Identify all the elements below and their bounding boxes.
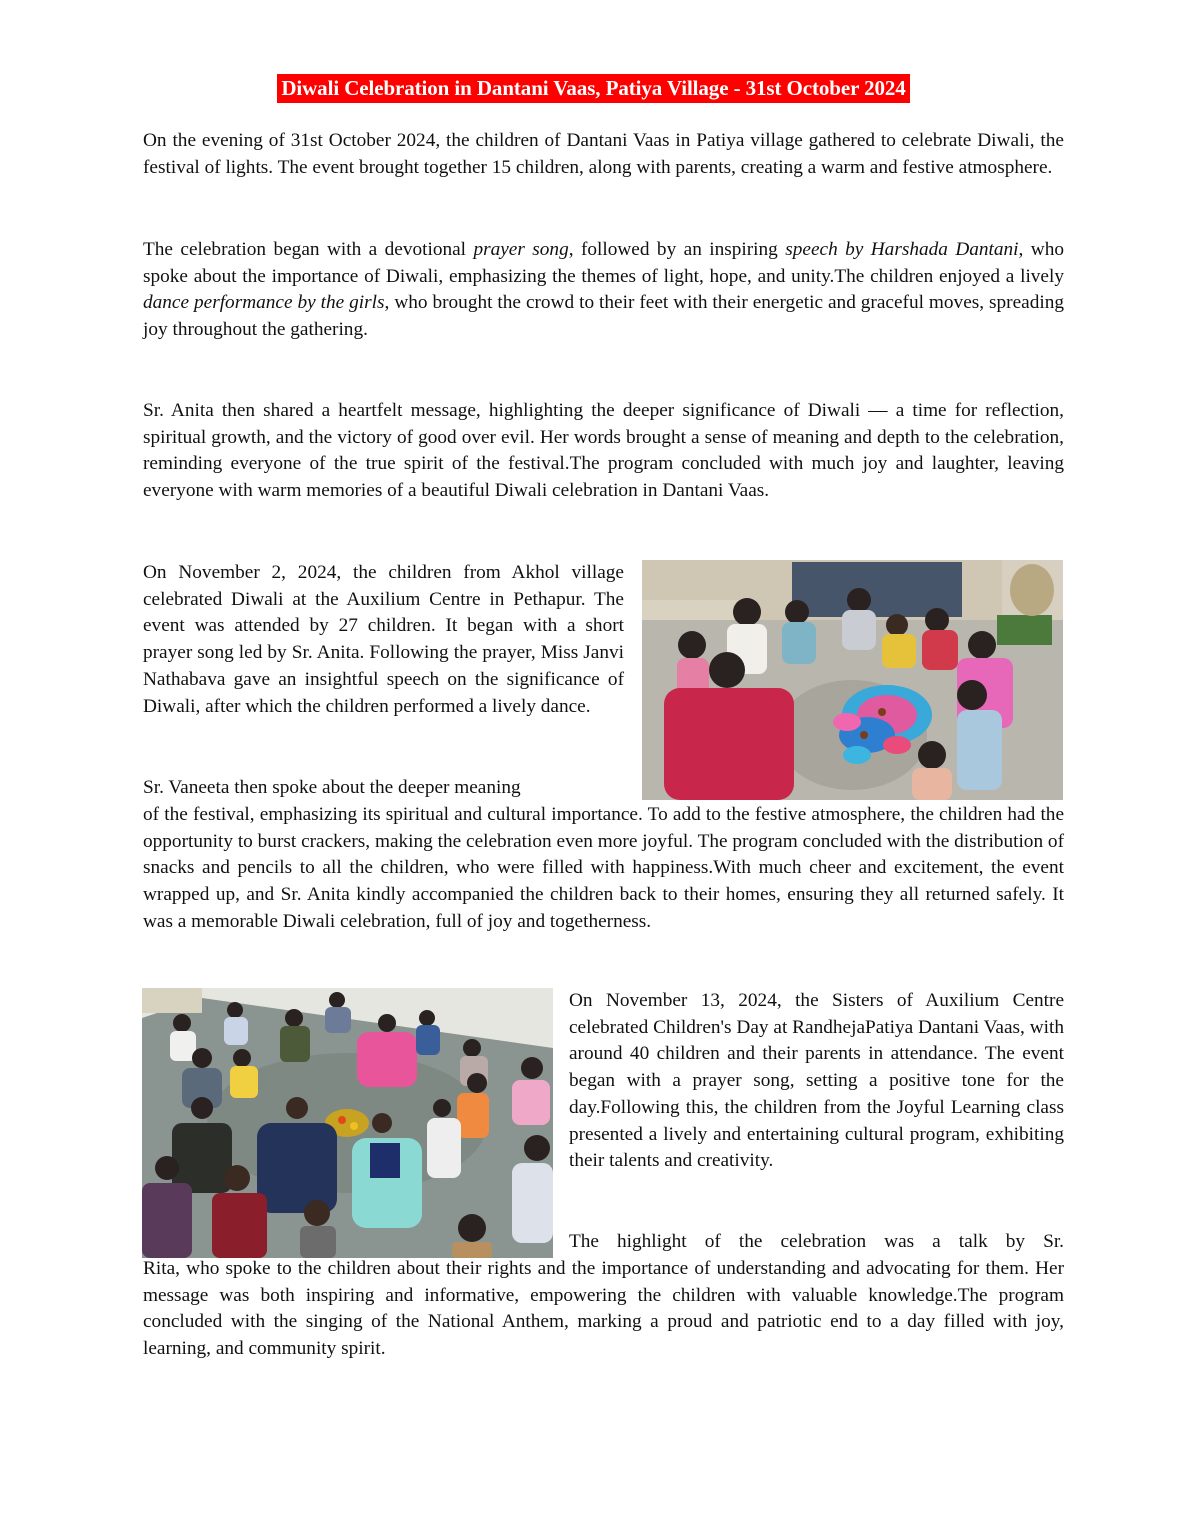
paragraph-sr-anita-message: Sr. Anita then shared a heartfelt message, highlighting the deeper significance of Diwali — a time for reflection, spiritual growth, and the victory of good over evil. Her words brought a sense of meaning and depth to the celebration, reminding everyone of the true spirit of the festival.The program concluded with much joy and laughter, leaving everyone with warm memories of a beautiful Diwali celebration in Dantani Vaas.: [143, 400, 1064, 502]
paragraph-diwali-program: [143, 237, 1064, 344]
photo-childrens-day-circle: [142, 988, 553, 1258]
text-span: , who spoke about the importance of Diwali, emphasizing the themes of light, hope, and unity.The children enjoyed a lively: [143, 239, 1064, 287]
italic-prayer-song: prayer song: [473, 239, 569, 260]
photo-circle-illustration: [142, 988, 553, 1258]
paragraph-rita-start: The highlight of the celebration was a talk by Sr.: [569, 1231, 1064, 1252]
text-span: , followed by an inspiring: [568, 239, 786, 260]
text-span: , who brought the crowd to their feet with their energetic and graceful moves, spreading joy throughout the gathering.: [143, 292, 1064, 341]
paragraph-childrens-day: On November 13, 2024, the Sisters of Auxilium Centre celebrated Children's Day at RandhejaPatiya Dantani Vaas, with around 40 children and their parents in attendance. The event began with a prayer song, setting a positive tone for the day.Following this, the children from the Joyful Learning class presented a lively and entertaining cultural program, exhibiting their talents and creativity.: [569, 990, 1064, 1172]
title-wrapper: [0, 74, 1187, 103]
text-span: The celebration began with a devotional: [143, 239, 474, 260]
paragraph-vaneeta-start: Sr. Vaneeta then spoke about the deeper meaning: [143, 777, 521, 798]
italic-speech: speech by Harshada Dantani: [785, 239, 1019, 260]
document-title: Diwali Celebration in Dantani Vaas, Patiya Village - 31st October 2024: [277, 74, 909, 103]
paragraph-akhol-diwali: On November 2, 2024, the children from Akhol village celebrated Diwali at the Auxilium Centre in Pethapur. The event was attended by 27 children. It began with a short prayer song led by Sr. Anita. Following the prayer, Miss Janvi Nathabava gave an insightful speech on the significance of Diwali, after which the children performed a lively dance.: [143, 562, 624, 717]
italic-dance: dance performance by the girls: [143, 292, 385, 314]
paragraph-rita-continued: Rita, who spoke to the children about their rights and the importance of understanding and advocating for them. Her message was both inspiring and informative, empowering the children with valuable knowledge.The program concluded with the singing of the National Anthem, marking a proud and patriotic end to a day filled with joy, learning, and community spirit.: [143, 1258, 1064, 1360]
paragraph-diwali-intro: On the evening of 31st October 2024, the children of Dantani Vaas in Patiya village gathered to celebrate Diwali, the festival of lights. The event brought together 15 children, along with parents, creating a warm and festive atmosphere.: [143, 130, 1064, 178]
paragraph-vaneeta-continued: of the festival, emphasizing its spiritual and cultural importance. To add to the festive atmosphere, the children had the opportunity to burst crackers, making the celebration even more joyful. The program concluded with the distribution of snacks and pencils to all the children, who were filled with happiness.With much cheer and excitement, the event wrapped up, and Sr. Anita kindly accompanied the children back to their homes, ensuring they all returned safely. It was a memorable Diwali celebration, full of joy and togetherness.: [143, 804, 1064, 932]
photo-rangoli-illustration: [642, 560, 1063, 800]
photo-rangoli-children: [642, 560, 1063, 800]
